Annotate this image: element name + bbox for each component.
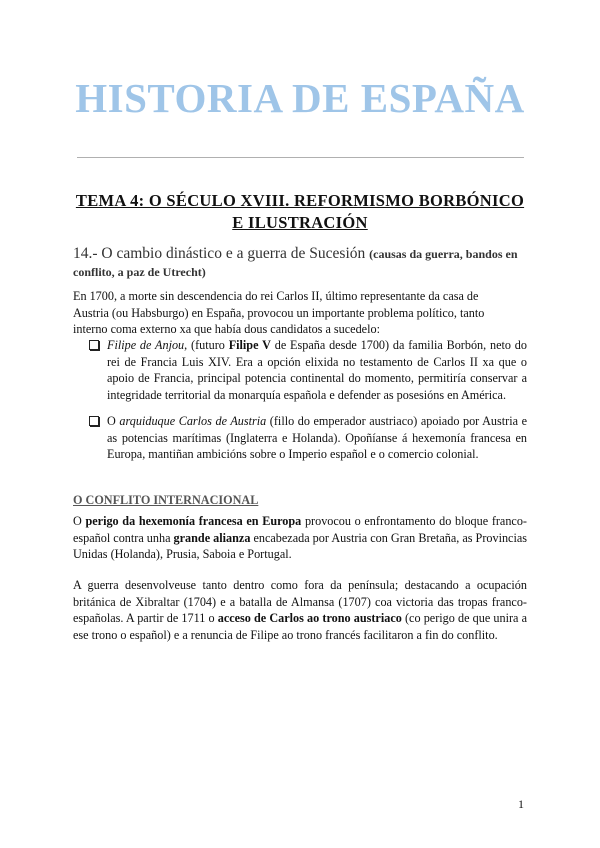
conflict-paragraph-2	[73, 577, 527, 643]
text: O	[73, 514, 86, 528]
bold-text: Filipe V	[228, 338, 271, 352]
conflict-paragraph-1	[73, 513, 527, 563]
text: (co perigo de que unira a ese trono o español) e a renuncia de Filipe ao trono francés facilitaron a fin do conflito.	[73, 611, 527, 642]
checkbox-bullet-icon	[89, 416, 99, 426]
section-heading-text: 14.- O cambio dinástico e a guerra de Sucesión	[73, 245, 366, 262]
bullet-item	[107, 413, 527, 463]
bold-text: perigo da hexemonía francesa en Europa	[85, 514, 302, 528]
text: provocou o enfrontamento do bloque franco-español contra unha	[73, 514, 527, 545]
bullet-text: , (futuro	[184, 338, 229, 352]
section-heading	[73, 245, 527, 281]
candidate-name: arquiduque Carlos de Austria	[119, 414, 267, 428]
text: A guerra desenvolveuse tanto dentro como fora da península; destacando a ocupación británica de Xibraltar (1704) e a batalla de Almansa (1707) coa victoria das tropas franco-españolas. A partir de 1711 o	[73, 578, 527, 625]
intro-paragraph: En 1700, a morte sin descendencia do rei Carlos II, último representante da casa de Austria (ou Habsburgo) en España, provocou un importante problema político, tanto interno coma externo xa que había dous candidatos a sucedelo:	[73, 289, 485, 336]
section-subheading: (causas da guerra, bandos en conflito, a paz de Utrecht)	[73, 247, 518, 279]
text: encabezada por Austria con Gran Bretaña, as Provincias Unidas (Holanda), Prusia, Saboia e Portugal.	[73, 530, 527, 561]
conflict-heading: O CONFLITO INTERNACIONAL	[73, 493, 259, 507]
bold-text: acceso de Carlos ao trono austriaco	[217, 611, 402, 625]
page-number: 1	[518, 797, 524, 811]
bullet-item	[107, 337, 527, 403]
candidate-name: Filipe de Anjou	[107, 338, 185, 352]
horizontal-divider	[77, 157, 524, 158]
bullet-text: O	[107, 414, 120, 428]
bullet-text: (fillo do emperador austriaco) apoiado por Austria e as potencias marítimas (Inglaterra e Holanda). Opoñíanse á hexemonía francesa en Europa, mantiñan ambicións sobre o Imperio español e o comercio colonial.	[107, 414, 527, 461]
bullet-text: de España desde 1700) da familia Borbón, neto do rei de Francia Luis XIV. Era a opción elixida no testamento de Carlos II xa que o apoio de Francia, principal potencia continental do momento, permitiría conservar a integridade territorial da monarquía española e defender as posesións en América.	[107, 338, 527, 402]
checkbox-bullet-icon	[89, 340, 99, 350]
document-title: HISTORIA DE ESPAÑA	[75, 75, 525, 121]
bold-text: grande alianza	[173, 530, 251, 545]
tema-heading: TEMA 4: O SÉCULO XVIII. REFORMISMO BORBÓNICO E ILUSTRACIÓN	[75, 191, 525, 232]
